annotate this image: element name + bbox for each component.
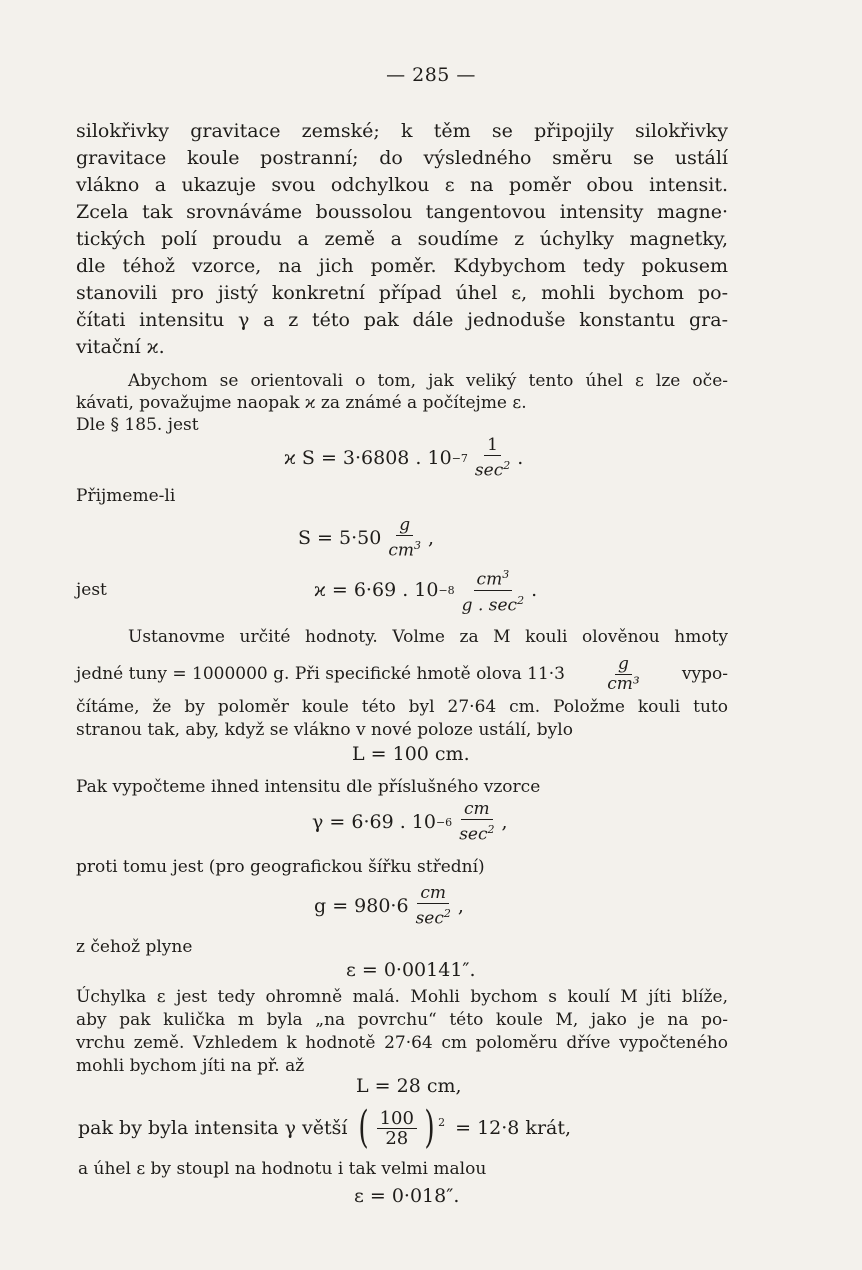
right-paren: ) bbox=[424, 1102, 435, 1153]
equation-lhs: ϰ S = 3·6808 . 10 bbox=[284, 447, 452, 469]
exponent: −7 bbox=[451, 451, 468, 465]
equation-l100: L = 100 cm. bbox=[352, 743, 470, 765]
fraction bbox=[472, 436, 513, 481]
numerator: 1 bbox=[484, 436, 501, 456]
fraction bbox=[377, 1109, 417, 1148]
equation-l28: L = 28 cm, bbox=[356, 1075, 462, 1097]
fraction bbox=[459, 565, 527, 615]
exponent: −8 bbox=[438, 583, 455, 597]
text-line: proti tomu jest (pro geografickou šířku střední) bbox=[76, 857, 485, 877]
text-line bbox=[76, 652, 728, 696]
text-line: mohli bychom jíti na př. až bbox=[76, 1056, 305, 1076]
equation-epsilon-2: ε = 0·018″. bbox=[354, 1185, 460, 1207]
text-line: čítati intensitu γ a z této pak dále jednoduše konstantu gra- bbox=[76, 309, 728, 331]
equation-tail: . bbox=[517, 447, 524, 469]
text-line: stranou tak, aby, když se vlákno v nové poloze ustálí, bylo bbox=[76, 720, 573, 740]
text-line: kávati, považujme naopak ϰ za známé a počítejme ε. bbox=[76, 393, 527, 413]
text-line: vrchu země. Vzhledem k hodnotě 27·64 cm poloměru dříve vypočteného bbox=[76, 1033, 728, 1053]
text-line: stanovili pro jistý konkretní případ úhel ε, mohli bychom po- bbox=[76, 282, 728, 304]
equation-tail: . bbox=[531, 579, 538, 601]
numerator: cm bbox=[461, 800, 493, 820]
numerator: 100 bbox=[377, 1109, 417, 1129]
text-segment: = 12·8 krát, bbox=[455, 1117, 572, 1139]
text-line: vlákno a ukazuje svou odchylkou ε na poměr obou intensit. bbox=[76, 174, 728, 196]
text-line: a úhel ε by stoupl na hodnotu i tak velmi malou bbox=[78, 1159, 487, 1179]
equation-lhs: S = 5·50 bbox=[298, 527, 382, 549]
exponent: −6 bbox=[435, 815, 453, 829]
equation-g bbox=[314, 880, 464, 932]
text-line: vitační ϰ. bbox=[76, 336, 165, 358]
text-line: Zcela tak srovnáváme boussolou tangentovou intensity magne· bbox=[76, 201, 728, 223]
fraction bbox=[604, 655, 642, 694]
equation-tail: , bbox=[457, 895, 464, 917]
equation-lhs: γ = 6·69 . 10 bbox=[312, 811, 436, 833]
equation-epsilon-1: ε = 0·00141″. bbox=[346, 959, 476, 981]
left-paren: ( bbox=[358, 1102, 370, 1153]
exponent: 2 bbox=[438, 1116, 446, 1129]
fraction bbox=[385, 516, 424, 561]
text-line: dle téhož vzorce, na jich poměr. Kdybychom tedy pokusem bbox=[76, 255, 728, 277]
numerator: g bbox=[396, 516, 413, 536]
ratio-expression bbox=[355, 1102, 446, 1153]
numerator: $cm^3$ bbox=[474, 565, 513, 591]
numerator: g bbox=[615, 655, 632, 675]
denominator: $\sec^2$ bbox=[415, 906, 451, 929]
text-line: tických polí proudu a země a soudíme z úchylky magnetky, bbox=[76, 228, 728, 250]
text-line: gravitace koule postranní; do výsledného směru se ustálí bbox=[76, 147, 728, 169]
page-number: — 285 — bbox=[386, 64, 476, 86]
text-line: silokřivky gravitace zemské; k těm se připojily silokřivky bbox=[76, 120, 728, 142]
denominator: $\sec^2$ bbox=[474, 458, 511, 481]
text-line: z čehož plyne bbox=[76, 937, 193, 957]
denominator: $cm^3$ bbox=[388, 538, 421, 561]
text-line: Dle § 185. jest bbox=[76, 415, 199, 435]
equation-kappa bbox=[314, 564, 537, 616]
text-segment: jedné tuny = 1000000 g. Při specifické hmotě olova 11·3 bbox=[76, 664, 565, 684]
numerator: cm bbox=[417, 884, 449, 904]
denominator: $\sec^2$ bbox=[459, 822, 495, 845]
equation-s bbox=[298, 512, 434, 564]
fraction bbox=[456, 800, 497, 845]
equation-kappa-s bbox=[284, 432, 523, 484]
label-prijmeme: Přijmeme-li bbox=[76, 486, 176, 506]
fraction bbox=[413, 884, 454, 929]
intensity-ratio-line bbox=[78, 1100, 578, 1156]
equation-lhs: ϰ = 6·69 . 10 bbox=[314, 579, 439, 601]
text-line: Abychom se orientovali o tom, jak veliký tento úhel ε lze oče- bbox=[128, 371, 728, 391]
text-line: Pak vypočteme ihned intensitu dle příslušného vzorce bbox=[76, 777, 541, 797]
text-line: Ustanovme určité hodnoty. Volme za M kouli olověnou hmoty bbox=[128, 627, 728, 647]
denominator: cm³ bbox=[607, 673, 640, 694]
text-line: aby pak kulička m byla „na povrchu“ této koule M, jako je na po- bbox=[76, 1010, 728, 1030]
equation-lhs: g = 980·6 bbox=[314, 895, 409, 917]
text-segment: vypo- bbox=[681, 664, 728, 684]
text-line: Úchylka ε jest tedy ohromně malá. Mohli bychom s koulí M jíti blíže, bbox=[76, 987, 728, 1007]
equation-tail: , bbox=[501, 811, 508, 833]
denominator: 28 bbox=[385, 1127, 409, 1149]
text-segment: pak by byla intensita γ větší bbox=[78, 1117, 348, 1139]
equation-gamma bbox=[312, 796, 508, 848]
label-jest: jest bbox=[76, 580, 107, 600]
denominator: g . $\sec^2$ bbox=[461, 593, 525, 616]
text-line: čítáme, že by poloměr koule této byl 27·64 cm. Položme kouli tuto bbox=[76, 697, 728, 717]
equation-tail: , bbox=[427, 527, 435, 549]
